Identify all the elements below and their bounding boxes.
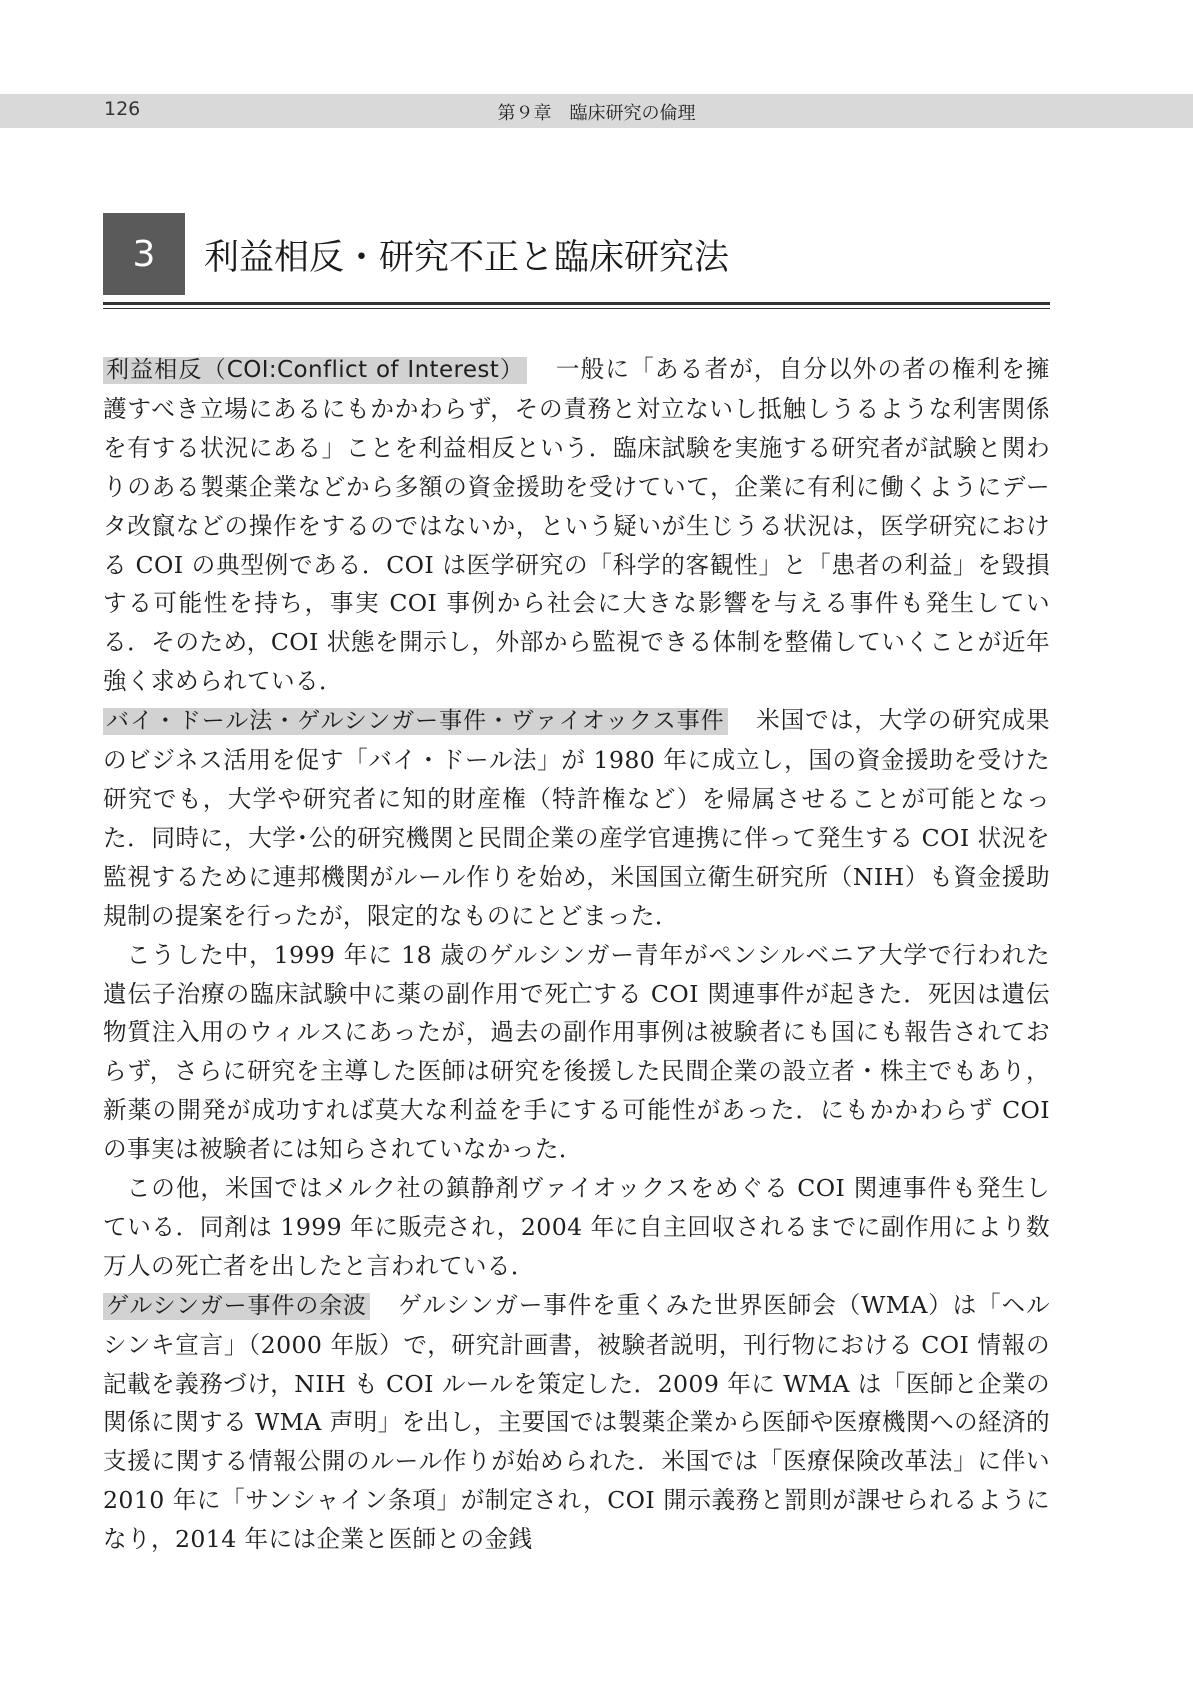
section-title: 利益相反・研究不正と臨床研究法 <box>204 238 730 278</box>
section-number-box: 3 <box>103 213 185 295</box>
paragraph-gelsinger <box>103 936 1050 1169</box>
section-rule-thick <box>103 302 1050 305</box>
section-rule-thin <box>103 308 1050 309</box>
paragraph-text: ゲルシンガー事件を重くみた世界医師会（WMA）は「ヘルシンキ宣言」（2000 年版）で，研究計画書，被験者説明，刊行物における COI 情報の記載を義務づけ，NIH も COI ルールを策定した．2009 年に WMA は「医師と企業の関係に関する WMA 声明」を出し，主要国では製薬企業から医師や医療機関への経済的支援に関する情報公開のルール作りが始められた．米国では「医療保険改革法」に伴い 2010 年に「サンシャイン条項」が制定され，COI 開示義務と罰則が課せられるようになり，2014 年には企業と医師との金銭 <box>103 1290 1051 1554</box>
page-number: 126 <box>104 98 141 120</box>
body-text <box>103 350 1050 1559</box>
keyword-heading: 利益相反（COI:Conflict of Interest） <box>103 357 527 384</box>
paragraph-text: 米国では，大学の研究成果のビジネス活用を促す「バイ・ドール法」が 1980 年に成立し，国の資金援助を受けた研究でも，大学や研究者に知的財産権（特許権など）を帰属させることが可能となった．同時に，大学･公的研究機関と民間企業の産学官連携に伴って発生する COI 状況を監視するために連邦機関がルール作りを始め，米国国立衛生研究所（NIH）も資金援助規制の提案を行ったが，限定的なものにとどまった． <box>103 706 1050 930</box>
keyword-heading: バイ・ドール法・ゲルシンガー事件・ヴァイオックス事件 <box>103 708 728 735</box>
paragraph-bayh-dole <box>103 701 1050 935</box>
chapter-title: 第９章 臨床研究の倫理 <box>497 103 696 124</box>
paragraph-text: こうした中，1999 年に 18 歳のゲルシンガー青年がペンシルベニア大学で行われた遺伝子治療の臨床試験中に薬の副作用で死亡する COI 関連事件が起きた．死因は遺伝物質注入用のウィルスにあったが，過去の副作用事例は被験者にも国にも報告されておらず，さらに研究を主導した医師は研究を後援した民間企業の設立者・株主でもあり，新薬の開発が成功すれば莫大な利益を手にする可能性があった．にもかかわらず COI の事実は被験者には知らされていなかった． <box>103 940 1050 1164</box>
keyword-heading: ゲルシンガー事件の余波 <box>103 1293 370 1320</box>
paragraph-aftermath <box>103 1286 1050 1559</box>
paragraph-text: この他，米国ではメルク社の鎮静剤ヴァイオックスをめぐる COI 関連事件も発生している．同剤は 1999 年に販売され，2004 年に自主回収されるまでに副作用により数万人の死亡者を出したと言われている． <box>103 1174 1050 1280</box>
paragraph-vioxx <box>103 1169 1050 1286</box>
paragraph-coi <box>103 350 1050 701</box>
paragraph-text: 一般に「ある者が，自分以外の者の権利を擁護すべき立場にあるにもかかわらず，その責務と対立ないし抵触しうるような利害関係を有する状況にある」ことを利益相反という．臨床試験を実施する研究者が試験と関わりのある製薬企業などから多額の資金援助を受けていて，企業に有利に働くようにデータ改竄などの操作をするのではないか，という疑いが生じうる状況は，医学研究における COI の典型例である．COI は医学研究の「科学的客観性」と「患者の利益」を毀損する可能性を持ち，事実 COI 事例から社会に大きな影響を与える事件も発生している．そのため，COI 状態を開示し，外部から監視できる体制を整備していくことが近年強く求められている． <box>103 355 1050 696</box>
